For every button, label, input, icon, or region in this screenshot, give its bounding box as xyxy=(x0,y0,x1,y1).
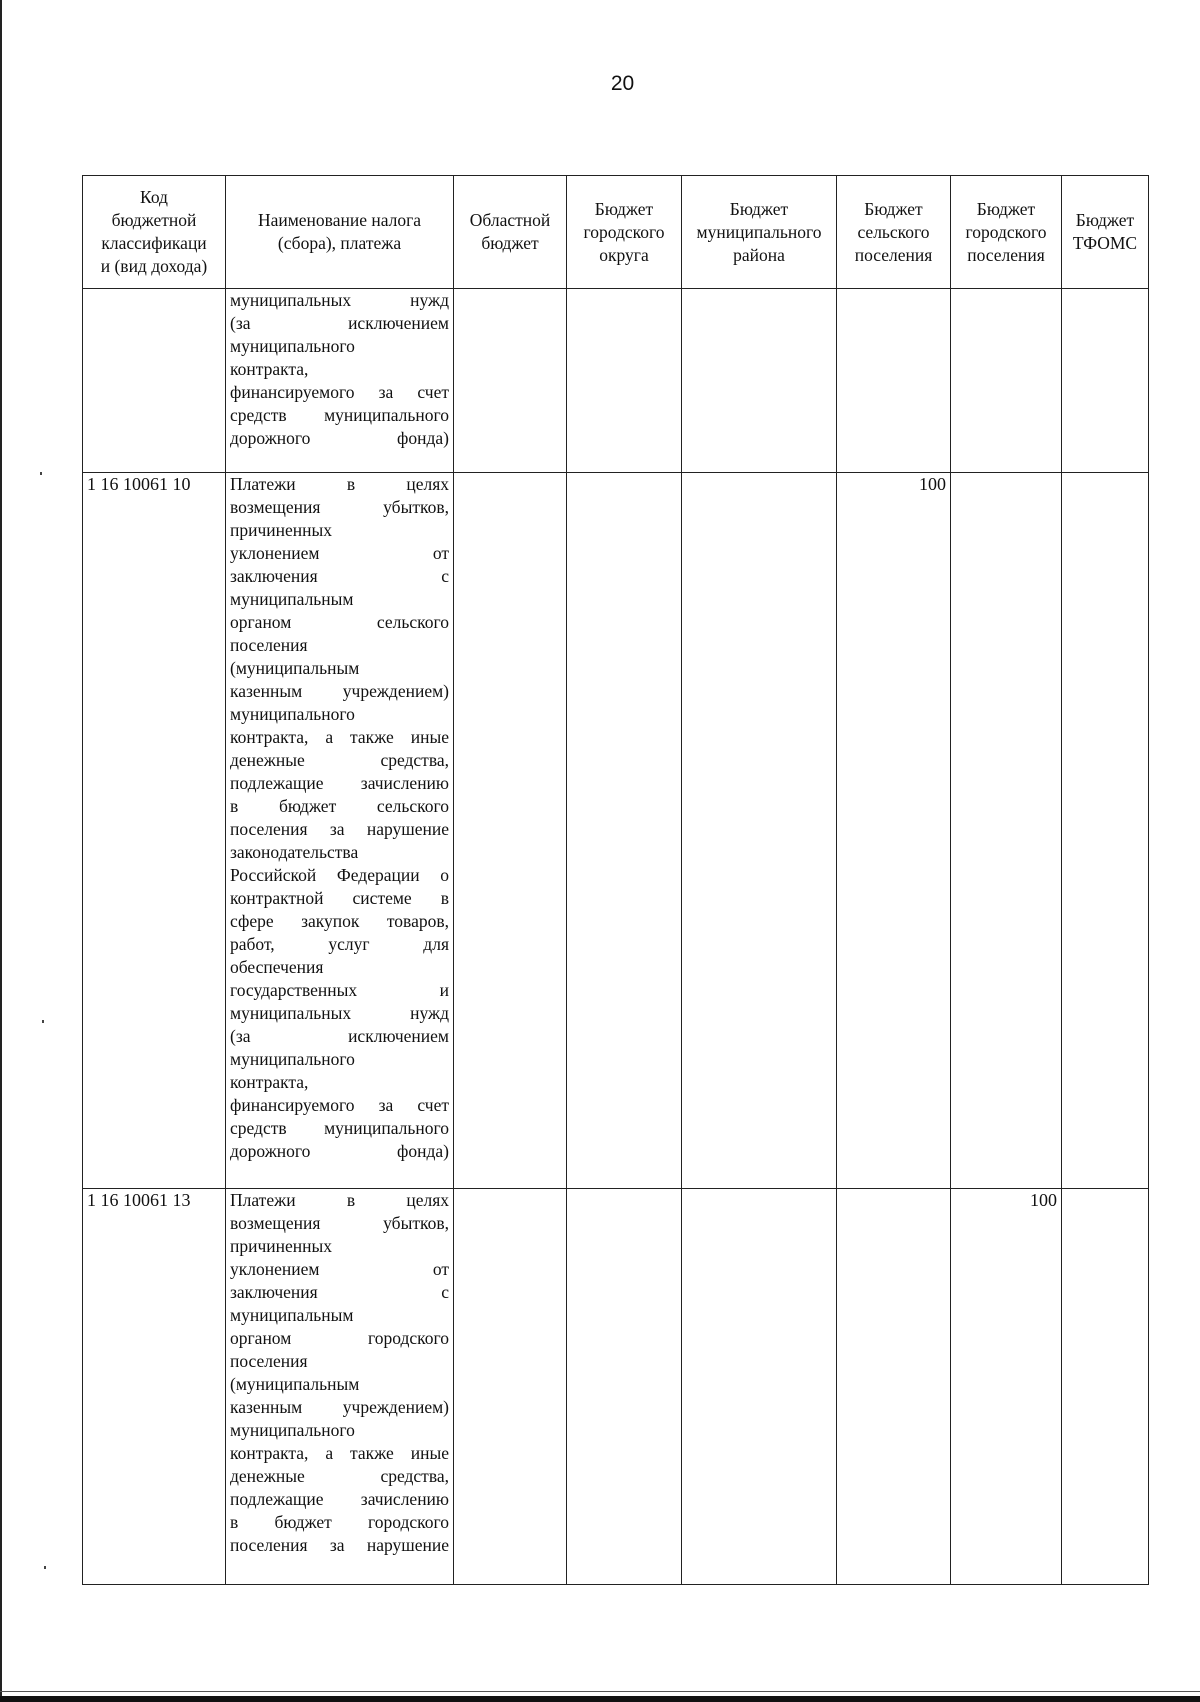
header-line: Бюджет xyxy=(864,198,923,219)
row-oblast-value xyxy=(454,1189,567,1585)
header-line: городского xyxy=(965,221,1047,242)
name-text-line: подлежащие зачислению xyxy=(230,773,449,793)
name-text-line: (за исключением xyxy=(230,313,449,333)
scan-speck xyxy=(40,472,42,475)
name-text-line: обеспечения xyxy=(230,957,324,977)
name-text-line: казенным учреждением) xyxy=(230,681,449,701)
row-city-okrug-value xyxy=(567,473,682,1189)
name-text-line: заключения с xyxy=(230,566,449,586)
header-line: Бюджет xyxy=(976,198,1036,219)
row-oblast-value xyxy=(454,289,567,473)
header-line: поселения xyxy=(967,244,1045,265)
name-text-line: муниципальных нужд xyxy=(230,290,449,310)
name-text-line: уклонением от xyxy=(230,543,449,563)
header-line: Бюджет xyxy=(594,198,654,219)
name-text-line: поселения xyxy=(230,635,308,655)
name-text-line: заключения с xyxy=(230,1282,449,1302)
header-line: сельского xyxy=(857,221,930,242)
row-code: 1 16 10061 13 xyxy=(83,1189,226,1585)
name-text-line: подлежащие зачислению xyxy=(230,1489,449,1509)
row-selsk-value xyxy=(837,289,951,473)
name-text-line: финансируемого за счет xyxy=(230,382,449,402)
name-text-line: поселения за нарушение xyxy=(230,819,449,839)
row-selsk-value: 100 xyxy=(837,473,951,1189)
name-text-line: казенным учреждением) xyxy=(230,1397,449,1417)
name-text-line: в бюджет городского xyxy=(230,1512,449,1532)
header-tfoms xyxy=(1062,176,1149,289)
row-code xyxy=(83,289,226,473)
name-text-line: муниципального xyxy=(230,336,355,356)
name-text-line: Платежи в целях xyxy=(230,474,449,494)
scan-speck xyxy=(44,1566,46,1569)
header-line: и (вид дохода) xyxy=(100,256,208,276)
name-text-line: государственных и xyxy=(230,980,449,1000)
row-tfoms-value xyxy=(1062,289,1149,473)
name-text-line: органом сельского xyxy=(230,612,449,632)
row-tfoms-value xyxy=(1062,1189,1149,1585)
name-text-line: денежные средства, xyxy=(230,750,449,770)
row-city-okrug-value xyxy=(567,289,682,473)
name-text-line: дорожного фонда) xyxy=(230,1141,449,1161)
row-name xyxy=(226,289,454,473)
name-text-line: уклонением от xyxy=(230,1259,449,1279)
page-number: 20 xyxy=(610,72,635,95)
name-text-line: возмещения убытков, xyxy=(230,1213,449,1233)
header-line: Областной xyxy=(469,210,551,230)
name-text-line: в бюджет сельского xyxy=(230,796,449,816)
name-text-line: контракта, xyxy=(230,1072,309,1092)
name-text-line: сфере закупок товаров, xyxy=(230,911,449,931)
name-text-line: (муниципальным xyxy=(230,658,360,678)
header-line: муниципального xyxy=(696,221,822,242)
name-text-line: возмещения убытков, xyxy=(230,497,449,517)
name-text-line: (за исключением xyxy=(230,1026,449,1046)
row-selsk-value xyxy=(837,1189,951,1585)
table-row xyxy=(83,473,1149,1189)
name-text-line: поселения за нарушение xyxy=(230,1535,449,1555)
row-gorod-pos-value xyxy=(951,473,1062,1189)
row-tfoms-value xyxy=(1062,473,1149,1189)
header-line: классификаци xyxy=(101,233,207,253)
name-text-line: Платежи в целях xyxy=(230,1190,449,1210)
name-text-line: муниципальным xyxy=(230,589,354,609)
name-text-line: работ, услуг для xyxy=(230,934,449,954)
header-gorod-pos xyxy=(951,176,1062,289)
header-mun-rayon xyxy=(682,176,837,289)
table-header-row xyxy=(83,176,1149,289)
row-mun-rayon-value xyxy=(682,473,837,1189)
header-line: Бюджет xyxy=(1075,210,1135,230)
header-line: района xyxy=(733,244,785,265)
row-name xyxy=(226,473,454,1189)
row-mun-rayon-value xyxy=(682,289,837,473)
table-row xyxy=(83,1189,1149,1585)
name-text-line: средств муниципального xyxy=(230,405,449,425)
row-name xyxy=(226,1189,454,1585)
header-city-okrug xyxy=(567,176,682,289)
name-text-line: муниципального xyxy=(230,1420,355,1440)
name-text-line: дорожного фонда) xyxy=(230,428,449,448)
name-text-line: муниципального xyxy=(230,1049,355,1069)
header-selsk xyxy=(837,176,951,289)
name-text-line: причиненных xyxy=(230,520,333,540)
name-text-line: муниципальным xyxy=(230,1305,354,1325)
header-line: (сбора), платежа xyxy=(277,233,402,253)
header-line: поселения xyxy=(854,244,933,265)
row-city-okrug-value xyxy=(567,1189,682,1585)
header-line: городского xyxy=(583,221,665,242)
header-code xyxy=(83,176,226,289)
name-text-line: муниципального xyxy=(230,704,355,724)
header-line: округа xyxy=(599,244,649,265)
name-text-line: денежные средства, xyxy=(230,1466,449,1486)
scan-bottom-line xyxy=(0,1691,1200,1692)
header-line: бюджетной xyxy=(111,210,197,230)
budget-distribution-table xyxy=(82,175,1149,1585)
name-text-line: контрактной системе в xyxy=(230,888,449,908)
name-text-line: органом городского xyxy=(230,1328,449,1348)
scan-left-edge xyxy=(0,0,2,1702)
table-row xyxy=(83,289,1149,473)
scan-bottom-edge xyxy=(0,1696,1200,1702)
row-code: 1 16 10061 10 xyxy=(83,473,226,1189)
name-text-line: причиненных xyxy=(230,1236,333,1256)
name-text-line: контракта, а также иные xyxy=(230,1443,449,1463)
name-text-line: контракта, а также иные xyxy=(230,727,449,747)
header-line: ТФОМС xyxy=(1072,233,1138,253)
name-text-line: средств муниципального xyxy=(230,1118,449,1138)
name-text-line: Российской Федерации о xyxy=(230,865,449,885)
header-line: бюджет xyxy=(481,233,539,253)
row-mun-rayon-value xyxy=(682,1189,837,1585)
name-text-line: муниципальных нужд xyxy=(230,1003,449,1023)
header-oblast xyxy=(454,176,567,289)
name-text-line: финансируемого за счет xyxy=(230,1095,449,1115)
name-text-line: (муниципальным xyxy=(230,1374,360,1394)
row-gorod-pos-value: 100 xyxy=(951,1189,1062,1585)
name-text-line: поселения xyxy=(230,1351,308,1371)
row-gorod-pos-value xyxy=(951,289,1062,473)
header-line: Код xyxy=(140,187,168,207)
scan-speck xyxy=(42,1020,44,1023)
row-oblast-value xyxy=(454,473,567,1189)
header-line: Наименование налога xyxy=(257,210,422,230)
name-text-line: законодательства xyxy=(230,842,359,862)
header-name xyxy=(226,176,454,289)
name-text-line: контракта, xyxy=(230,359,309,379)
header-line: Бюджет xyxy=(729,198,789,219)
